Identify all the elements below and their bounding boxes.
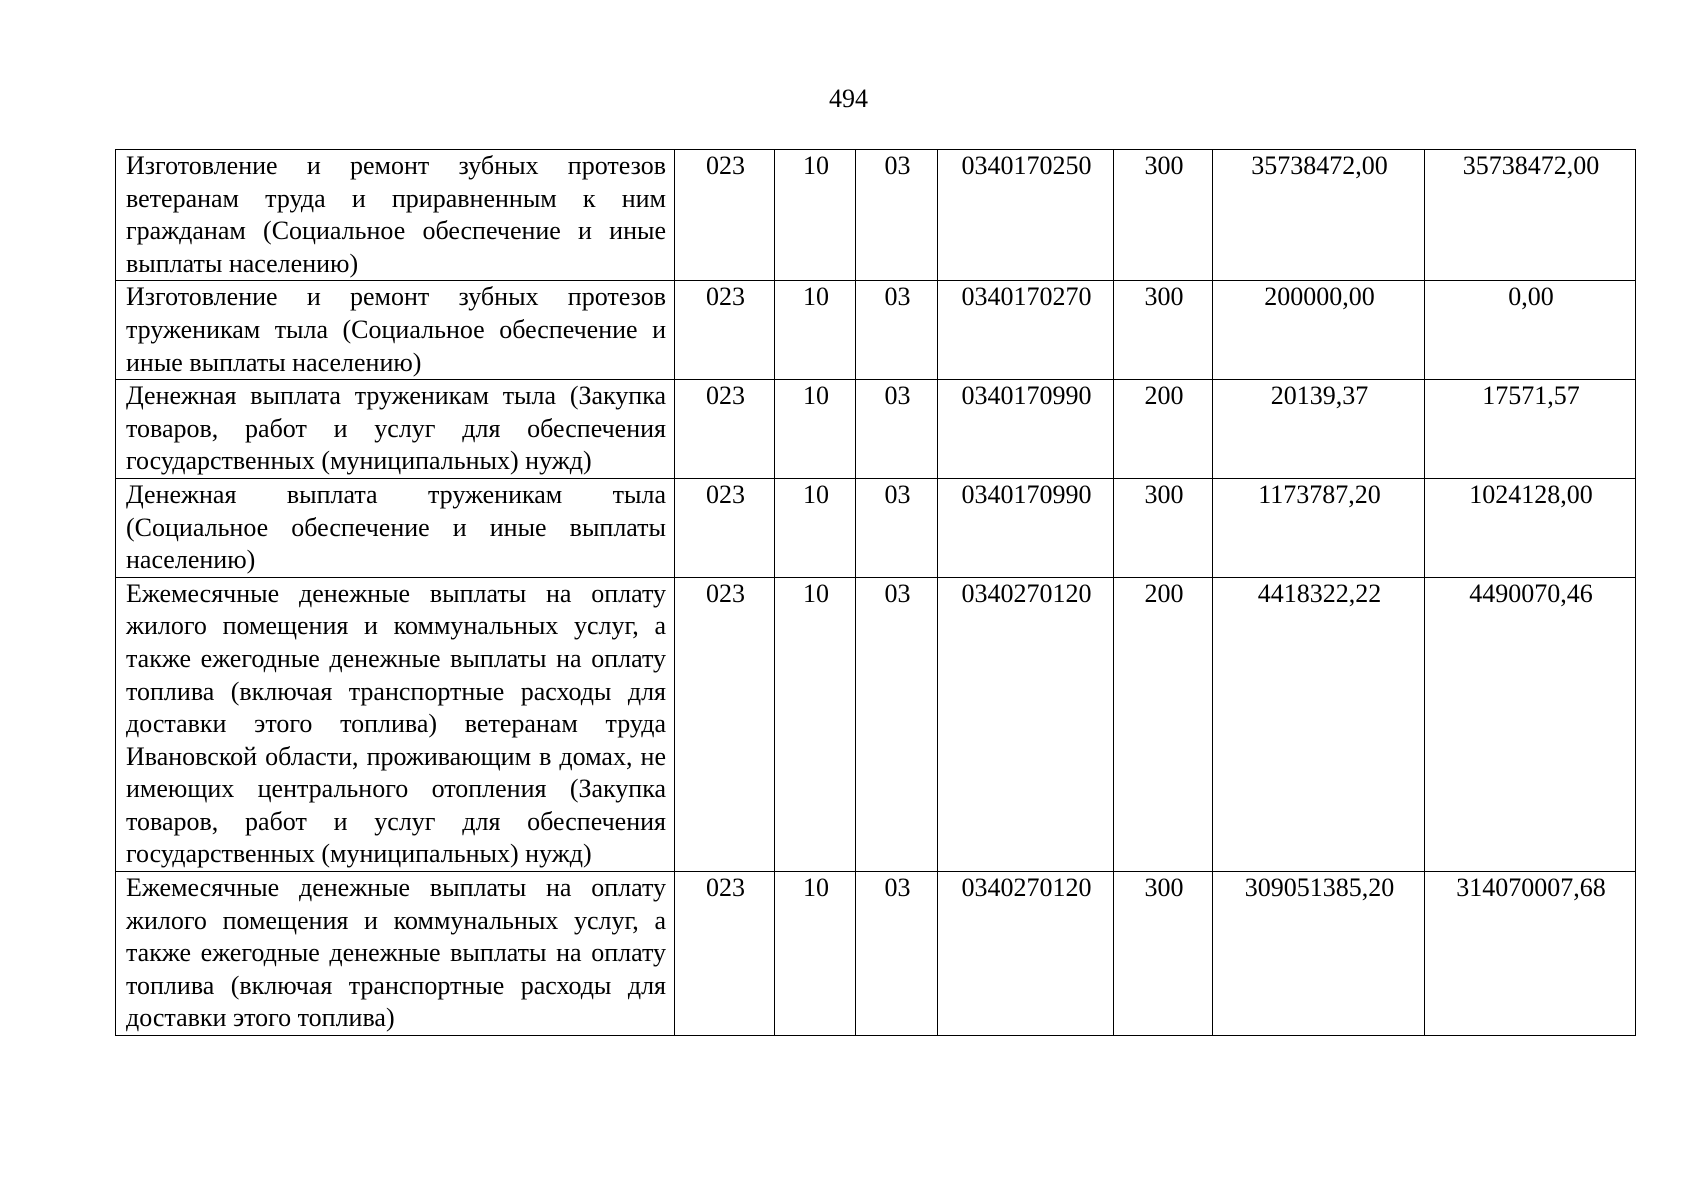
ministry-code: 023	[675, 150, 775, 281]
amount-2: 17571,57	[1425, 380, 1636, 479]
target-article-code: 0340170990	[938, 380, 1114, 479]
ministry-code: 023	[675, 872, 775, 1036]
subsection-code: 03	[856, 577, 938, 871]
amount-1: 20139,37	[1213, 380, 1425, 479]
amount-2: 4490070,46	[1425, 577, 1636, 871]
amount-1: 309051385,20	[1213, 872, 1425, 1036]
section-code: 10	[775, 478, 856, 577]
amount-2: 1024128,00	[1425, 478, 1636, 577]
subsection-code: 03	[856, 478, 938, 577]
section-code: 10	[775, 872, 856, 1036]
row-description: Денежная выплата труженикам тыла (Закупка товаров, работ и услуг для обеспечения государственных (муниципальных) нужд)	[116, 380, 675, 479]
target-article-code: 0340170250	[938, 150, 1114, 281]
row-description: Денежная выплата труженикам тыла (Социальное обеспечение и иные выплаты населению)	[116, 478, 675, 577]
table-row	[116, 872, 1636, 1036]
expense-type-code: 300	[1114, 281, 1213, 380]
section-code: 10	[775, 380, 856, 479]
target-article-code: 0340270120	[938, 872, 1114, 1036]
expense-type-code: 300	[1114, 478, 1213, 577]
amount-2: 314070007,68	[1425, 872, 1636, 1036]
table-row	[116, 281, 1636, 380]
section-code: 10	[775, 577, 856, 871]
amount-1: 1173787,20	[1213, 478, 1425, 577]
expense-type-code: 300	[1114, 872, 1213, 1036]
ministry-code: 023	[675, 281, 775, 380]
expense-type-code: 200	[1114, 577, 1213, 871]
amount-1: 4418322,22	[1213, 577, 1425, 871]
ministry-code: 023	[675, 380, 775, 479]
row-description: Изготовление и ремонт зубных протезов ветеранам труда и приравненным к ним гражданам (Социальное обеспечение и иные выплаты населению)	[116, 150, 675, 281]
amount-2: 35738472,00	[1425, 150, 1636, 281]
budget-table	[115, 149, 1636, 1036]
amount-1: 200000,00	[1213, 281, 1425, 380]
subsection-code: 03	[856, 281, 938, 380]
row-description: Ежемесячные денежные выплаты на оплату жилого помещения и коммунальных услуг, а также ежегодные денежные выплаты на оплату топлива (включая транспортные расходы для доставки этого топлива)	[116, 872, 675, 1036]
subsection-code: 03	[856, 872, 938, 1036]
row-description: Ежемесячные денежные выплаты на оплату жилого помещения и коммунальных услуг, а также ежегодные денежные выплаты на оплату топлива (включая транспортные расходы для доставки этого топлива) ветеранам труда Ивановской области, проживающим в домах, не имеющих центрального отопления (Закупка товаров, работ и услуг для обеспечения государственных (муниципальных) нужд)	[116, 577, 675, 871]
table-row	[116, 380, 1636, 479]
table-row	[116, 577, 1636, 871]
subsection-code: 03	[856, 150, 938, 281]
table-row	[116, 478, 1636, 577]
expense-type-code: 200	[1114, 380, 1213, 479]
expense-type-code: 300	[1114, 150, 1213, 281]
section-code: 10	[775, 150, 856, 281]
row-description: Изготовление и ремонт зубных протезов труженикам тыла (Социальное обеспечение и иные выплаты населению)	[116, 281, 675, 380]
amount-2: 0,00	[1425, 281, 1636, 380]
section-code: 10	[775, 281, 856, 380]
table-row	[116, 150, 1636, 281]
target-article-code: 0340170990	[938, 478, 1114, 577]
page-number: 494	[829, 84, 868, 113]
ministry-code: 023	[675, 577, 775, 871]
amount-1: 35738472,00	[1213, 150, 1425, 281]
target-article-code: 0340270120	[938, 577, 1114, 871]
target-article-code: 0340170270	[938, 281, 1114, 380]
subsection-code: 03	[856, 380, 938, 479]
ministry-code: 023	[675, 478, 775, 577]
